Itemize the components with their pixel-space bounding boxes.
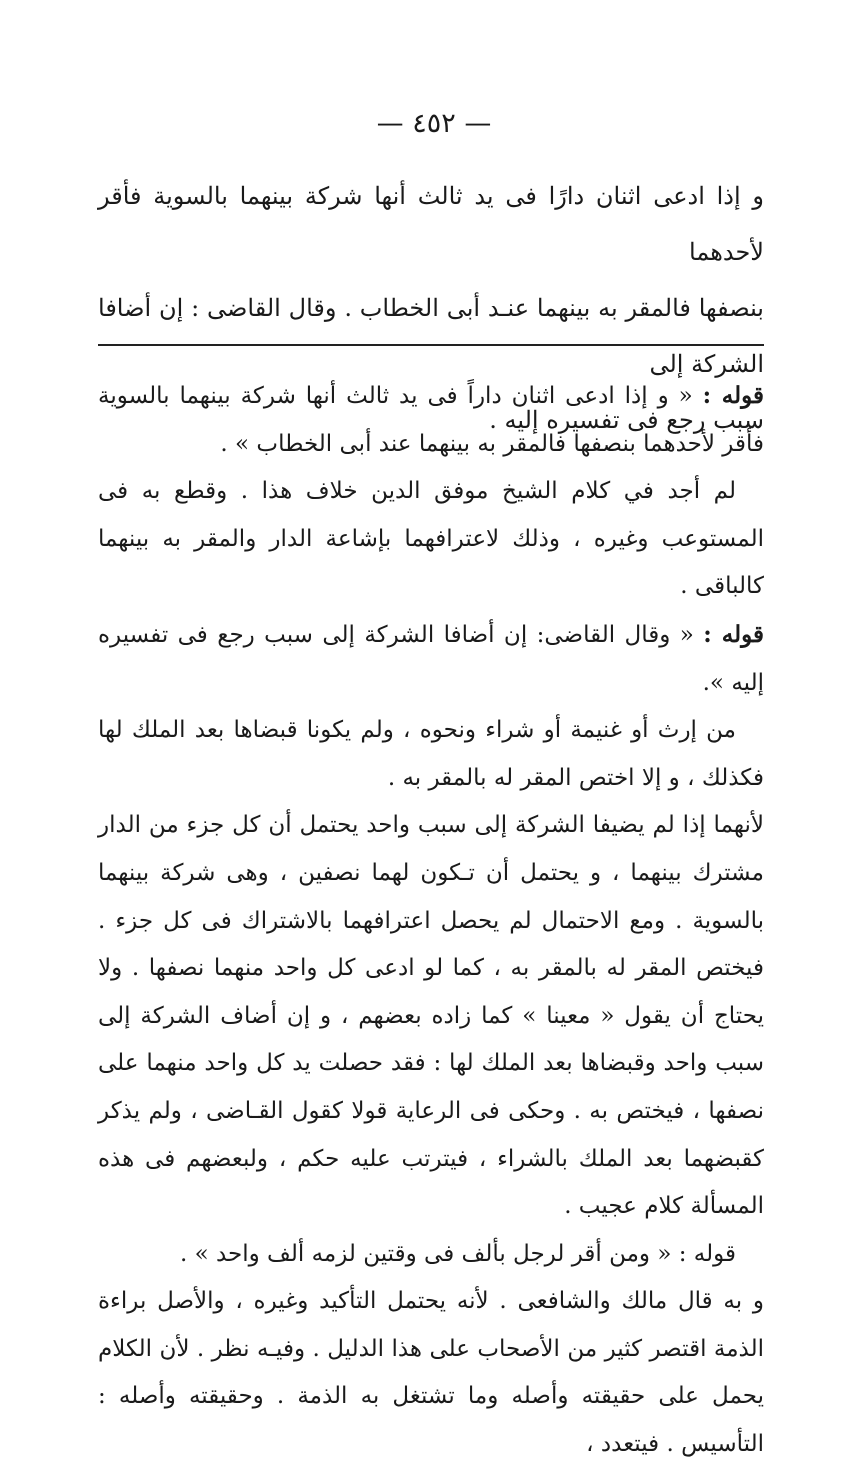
commentary-paragraph: و به قال مالك والشافعى . لأنه يحتمل التأكيد وغيره ، والأصل براءة الذمة اقتصر كثير من الأصحاب على هذا الدليل . وفيـه نظر . لأن الكلام يحمل على حقيقته وأصله وما تشتغل به الذمة . وحقيقته وأصله : التأسيس . فيتعدد ، [98,1288,764,1458]
commentary-paragraph: قوله : « ومن أقر لرجل بألف فى وقتين لزمه ألف واحد » . [179,1240,736,1267]
commentary-paragraph: لم أجد في كلام الشيخ موفق الدين خلاف هذا . وقطع به فى المستوعب وغيره ، وذلك لاعترافهما بإشاعة الدار والمقر به بينهما كالباقى . [98,478,764,600]
commentary-paragraph [98,611,764,707]
page-number: — ٤٥٢ — [376,108,492,139]
quoted-text: « وقال القاضى: إن أضافا الشركة إلى سبب رجع فى تفسيره إليه ». [98,621,764,696]
matn-line: و إذا ادعى اثنان دارًا فى يد ثالث أنها شركة بينهما بالسوية فأقر لأحدهما [98,182,764,266]
commentary-paragraph [98,372,764,468]
commentary-paragraph: لأنهما إذا لم يضيفا الشركة إلى سبب واحد يحتمل أن كل جزء من الدار مشترك بينهما ، و يحتمل أن تـكون لهما نصفين ، وهى شركة بينهما بالسوية . ومع الاحتمال لم يحصل اعترافهما بالاشتراك فى كل جزء . فيختص المقر له بالمقر به ، كما لو ادعى كل واحد منهما نصفها . ولا يحتاج أن يقول « معينا » كما زاده بعضهم ، و إن أضاف الشركة إلى سبب واحد وقبضاها بعد الملك لها : فقد حصلت يد كل واحد منهما على نصفها ، فيختص به . وحكى فى الرعاية قولا كقول القـاضى ، ولم يذكر كقبضهما بعد الملك بالشراء ، فيترتب عليه حكم ، ولبعضهم فى هذه المسألة كلام عجيب . [98,812,764,1220]
matn-line: بنصفها فالمقر به بينهما عنـد أبى الخطاب . وقال القاضى : إن أضافا الشركة إلى [98,294,764,378]
footnote-divider [98,344,764,346]
matn-line: سبب رجع فى تفسيره إليه . [489,406,764,434]
quoted-text: « و إذا ادعى اثنان داراً فى يد ثالث أنها شركة بينهما بالسوية فأقر لأحدهما بنصفها فالمقر به بينهما عند أبى الخطاب » . [98,383,764,457]
keyword-qawluhu: قوله : [702,382,764,409]
commentary-paragraph: من إرث أو غنيمة أو شراء ونحوه ، ولم يكونا قبضاها بعد الملك لها فكذلك ، و إلا اختص المقر له بالمقر به . [98,717,764,791]
commentary-text [98,372,764,1469]
keyword-qawluhu: قوله : [703,620,765,648]
